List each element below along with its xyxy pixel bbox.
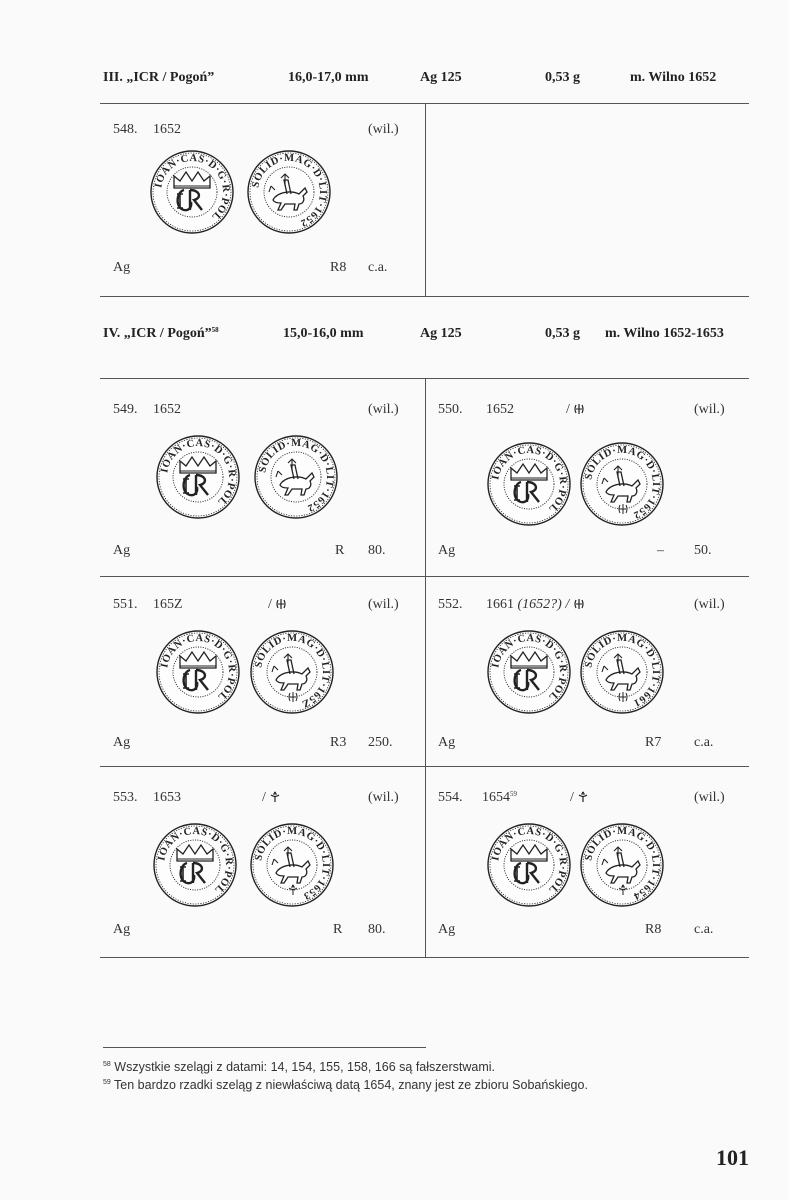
divider (100, 296, 749, 297)
entry-collection: (wil.) (694, 402, 725, 417)
entry-mark (262, 790, 281, 806)
entry-price: 80. (368, 922, 386, 937)
entry-number: 548. (113, 122, 138, 137)
section-3-mint: m. Wilno 1652 (630, 70, 717, 85)
coin-reverse (580, 630, 664, 719)
entry-collection: (wil.) (368, 790, 399, 805)
footnote-ref: 58 (211, 326, 219, 334)
coin-obverse (487, 442, 571, 531)
entry-collection: (wil.) (368, 597, 399, 612)
section-3-alloy: Ag 125 (420, 70, 462, 85)
section-3-weight: 0,53 g (545, 70, 580, 85)
entry-rarity: R (333, 922, 343, 937)
divider (100, 766, 749, 767)
entry-date: 1654$^{59}$ (482, 790, 517, 805)
footnote-rule (103, 1047, 426, 1048)
coin-reverse (250, 823, 334, 912)
section-4-mint: m. Wilno 1652-1653 (605, 326, 724, 341)
entry-rarity: R8 (330, 260, 347, 275)
coin-reverse (580, 442, 664, 531)
entry-number: 549. (113, 402, 138, 417)
bogoria-mark-icon (275, 597, 287, 612)
entry-rarity: R8 (645, 922, 662, 937)
svg-text:SOLID·MAG·D·LIT·1653: SOLID·MAG·D·LIT·1653 (253, 825, 332, 902)
entry-number: 553. (113, 790, 138, 805)
entry-price: c.a. (368, 260, 388, 275)
entry-price: 80. (368, 543, 386, 558)
entry-metal: Ag (438, 543, 456, 558)
entry-mark (268, 597, 287, 613)
leliwa-mark-icon (577, 790, 589, 805)
entry-collection: (wil.) (694, 597, 725, 612)
svg-text:IOAN·CAS·D·G·R·POL: IOAN·CAS·D·G·R·POL (153, 152, 232, 223)
mark-separator: / (570, 790, 574, 805)
svg-text:IOAN·CAS·D·G·R·POL: IOAN·CAS·D·G·R·POL (490, 825, 569, 896)
entry-date: 1661 (1652?) / (486, 597, 585, 613)
entry-price: 250. (368, 735, 393, 750)
svg-text:SOLID·MAG·D·LIT·1652: SOLID·MAG·D·LIT·1652 (257, 437, 336, 514)
entry-metal: Ag (113, 260, 131, 275)
entry-metal: Ag (438, 922, 456, 937)
entry-number: 554. (438, 790, 463, 805)
footnote-58: $^{58}$ Wszystkie szelągi z datami: 14, 154, 155, 158, 166 są fałszerstwami. (103, 1060, 496, 1074)
entry-number: 552. (438, 597, 463, 612)
coin-reverse (254, 435, 338, 524)
page-number: 101 (716, 1145, 749, 1170)
entry-rarity: R (335, 543, 345, 558)
mark-separator: / (566, 402, 570, 417)
entry-price: c.a. (694, 922, 714, 937)
coin-obverse (487, 630, 571, 719)
entry-number: 550. (438, 402, 463, 417)
entry-collection: (wil.) (368, 402, 399, 417)
coin-obverse (487, 823, 571, 912)
section-4-alloy: Ag 125 (420, 326, 462, 341)
mark-separator: / (268, 597, 272, 612)
coin-reverse (580, 823, 664, 912)
coin-obverse (156, 435, 240, 524)
entry-mark (570, 790, 589, 806)
entry-date: 165Z (153, 597, 183, 612)
svg-text:IOAN·CAS·D·G·R·POL: IOAN·CAS·D·G·R·POL (159, 437, 238, 508)
column-divider (425, 378, 426, 957)
coin-obverse (150, 150, 234, 239)
svg-text:IOAN·CAS·D·G·R·POL: IOAN·CAS·D·G·R·POL (490, 444, 569, 515)
divider (100, 957, 749, 958)
section-4-diameter: 15,0-16,0 mm (283, 326, 364, 341)
entry-rarity: – (657, 543, 664, 558)
entry-date: 1652 (153, 122, 181, 137)
entry-price: c.a. (694, 735, 714, 750)
bogoria-mark-icon (573, 597, 585, 612)
svg-text:IOAN·CAS·D·G·R·POL: IOAN·CAS·D·G·R·POL (159, 632, 238, 703)
entry-rarity: R3 (330, 735, 347, 750)
svg-text:SOLID·MAG·D·LIT·165Z: SOLID·MAG·D·LIT·165Z (253, 632, 332, 710)
section-4-weight: 0,53 g (545, 326, 580, 341)
coin-reverse (247, 150, 331, 239)
svg-text:SOLID·MAG·D·LIT·1652: SOLID·MAG·D·LIT·1652 (583, 444, 662, 521)
coin-reverse (250, 630, 334, 719)
coin-obverse (156, 630, 240, 719)
entry-date: 1652 (486, 402, 514, 417)
divider (100, 576, 749, 577)
entry-number: 551. (113, 597, 138, 612)
date-variant: (1652?) / (517, 597, 570, 612)
mark-separator: / (262, 790, 266, 805)
section-3-diameter: 16,0-17,0 mm (288, 70, 369, 85)
entry-collection: (wil.) (694, 790, 725, 805)
entry-collection: (wil.) (368, 122, 399, 137)
section-3-title: III. „ICR / Pogoń” (103, 70, 215, 85)
bogoria-mark-icon (573, 402, 585, 417)
entry-metal: Ag (113, 922, 131, 937)
entry-metal: Ag (113, 543, 131, 558)
coin-obverse (153, 823, 237, 912)
footnote-ref: 59 (510, 790, 517, 798)
entry-date: 1653 (153, 790, 181, 805)
svg-text:SOLID·MAG·D·LIT·1652: SOLID·MAG·D·LIT·1652 (250, 152, 329, 229)
entry-price: 50. (694, 543, 712, 558)
entry-metal: Ag (438, 735, 456, 750)
entry-metal: Ag (113, 735, 131, 750)
entry-mark (566, 402, 585, 418)
svg-text:SOLID·MAG·D·LIT·1661: SOLID·MAG·D·LIT·1661 (583, 632, 662, 709)
svg-text:IOAN·CAS·D·G·R·POL: IOAN·CAS·D·G·R·POL (490, 632, 569, 703)
svg-text:IOAN·CAS·D·G·R·POL: IOAN·CAS·D·G·R·POL (156, 825, 235, 896)
entry-rarity: R7 (645, 735, 662, 750)
entry-date: 1652 (153, 402, 181, 417)
footnote-59: $^{59}$ Ten bardzo rzadki szeląg z niewłaściwą datą 1654, znany jest ze zbioru Sobańskiego. (103, 1078, 588, 1092)
leliwa-mark-icon (269, 790, 281, 805)
section-4-title: IV. „ICR / Pogoń”$^{58}$ (103, 326, 219, 341)
svg-text:SOLID·MAG·D·LIT·1654: SOLID·MAG·D·LIT·1654 (583, 825, 662, 902)
column-divider (425, 103, 426, 296)
